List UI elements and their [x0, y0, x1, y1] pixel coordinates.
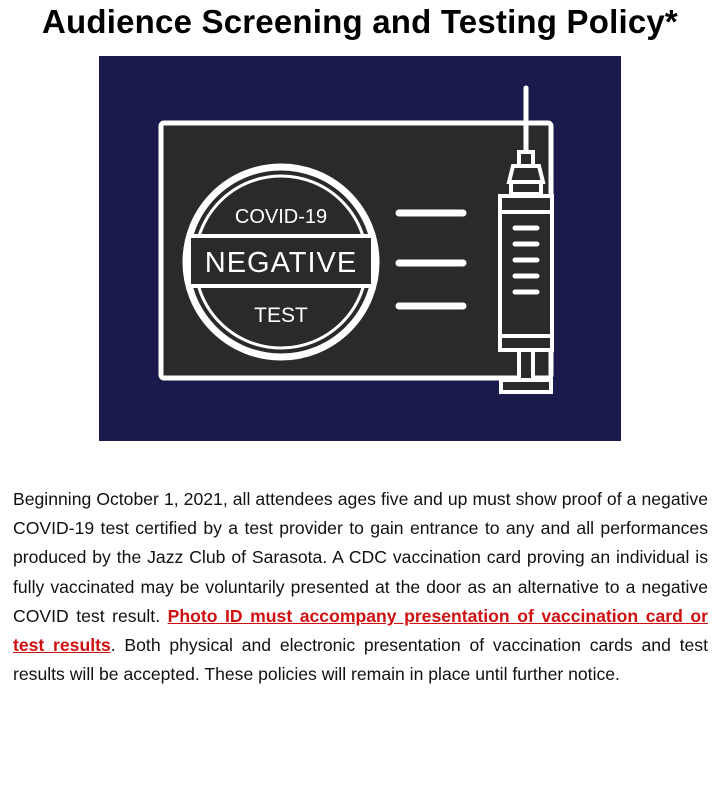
policy-text-part-2: . Both physical and electronic presentation of vaccination cards and test results will be accepted. These policies will remain in place until further notice. [13, 635, 708, 685]
photo-id-notice: Photo ID must accompany presentation of vaccination card or test results [13, 605, 708, 656]
negative-test-badge [186, 167, 376, 357]
policy-text-part-1: Beginning October 1, 2021, all attendees ages five and up must show proof of a negative COVID-19 test certified by a test provider to gain entrance to any and all performances produced by the Jazz Club of Sarasota. A CDC vaccination card proving an individual is fully vaccinated may be voluntarily presented at the door as an alternative to a negative COVID test result. [13, 489, 708, 626]
badge-middle-label: NEGATIVE [204, 247, 358, 279]
badge-top-label: COVID-19 [234, 206, 328, 228]
badge-bottom-label: TEST [254, 304, 308, 327]
policy-paragraph [13, 485, 708, 689]
covid-test-illustration [99, 56, 621, 441]
page-title: Audience Screening and Testing Policy* [42, 3, 678, 40]
